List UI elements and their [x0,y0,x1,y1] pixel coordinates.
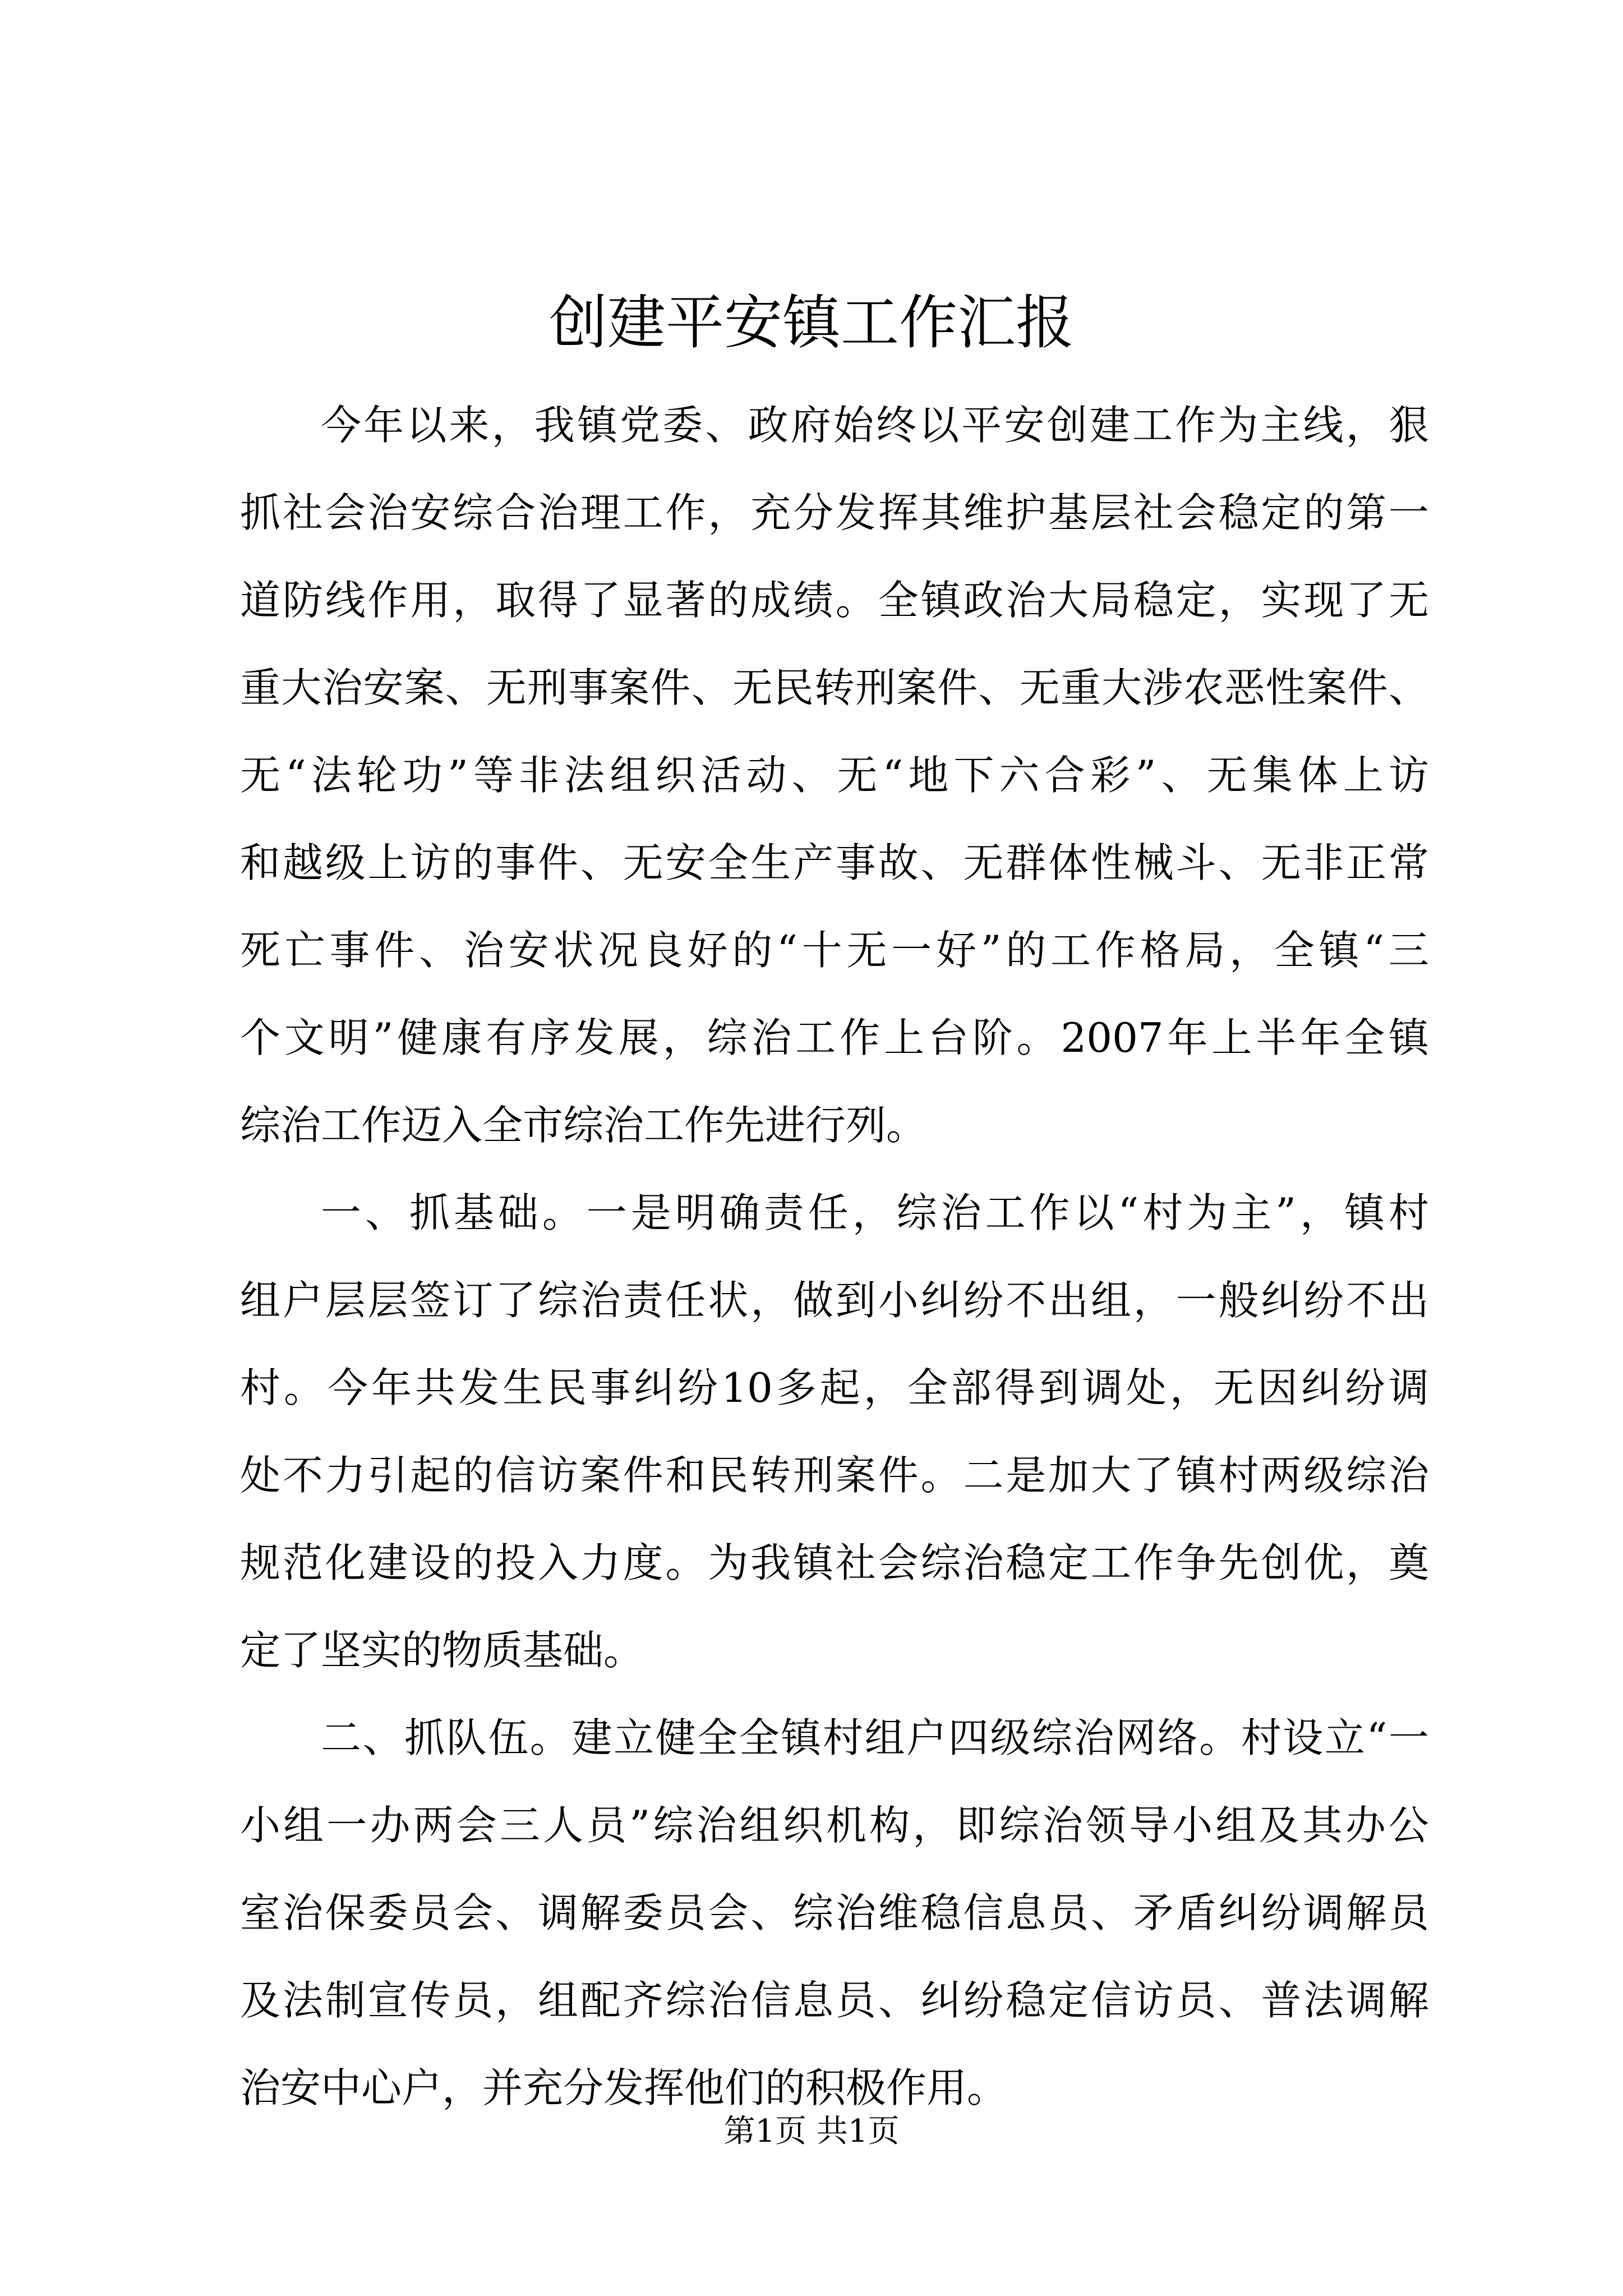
paragraph-line: 死亡事件、治安状况良好的“十无一好”的工作格局，全镇“三 [240,927,1429,974]
paragraph-line: 治安中心户，并充分发挥他们的积极作用。 [240,2064,1008,2111]
paragraph-line: 抓社会治安综合治理工作，充分发挥其维护基层社会稳定的第一 [240,489,1429,536]
paragraph-line: 组户层层签订了综治责任状，做到小纠纷不出组，一般纠纷不出 [240,1277,1429,1324]
paragraph-line: 一、抓基础。一是明确责任，综治工作以“村为主”，镇村 [321,1189,1429,1236]
paragraph-line: 室治保委员会、调解委员会、综治维稳信息员、矛盾纠纷调解员 [240,1889,1429,1936]
paragraph-line: 今年以来，我镇党委、政府始终以平安创建工作为主线，狠 [321,402,1429,449]
document-body [240,381,1429,2132]
paragraph-line: 个文明”健康有序发展，综治工作上台阶。2007年上半年全镇 [240,1014,1429,1061]
paragraph-line: 无“法轮功”等非法组织活动、无“地下六合彩”、无集体上访 [240,752,1429,799]
paragraph-line: 处不力引起的信访案件和民转刑案件。二是加大了镇村两级综治 [240,1452,1429,1499]
paragraph-line: 重大治安案、无刑事案件、无民转刑案件、无重大涉农恶性案件、 [240,664,1429,711]
paragraph-line: 二、抓队伍。建立健全全镇村组户四级综治网络。村设立“一 [321,1714,1429,1761]
paragraph-foundation [240,1169,1429,1694]
paragraph-intro [240,381,1429,1169]
paragraph-line: 和越级上访的事件、无安全生产事故、无群体性械斗、无非正常 [240,839,1429,886]
paragraph-line: 规范化建设的投入力度。为我镇社会综治稳定工作争先创优，奠 [240,1539,1429,1586]
paragraph-line: 村。今年共发生民事纠纷10多起，全部得到调处，无因纠纷调 [240,1364,1429,1411]
paragraph-line: 及法制宣传员，组配齐综治信息员、纠纷稳定信访员、普法调解 [240,1977,1429,2024]
page-footer: 第1页 共1页 [723,2113,900,2150]
paragraph-line: 定了坚实的物质基础。 [240,1627,644,1674]
paragraph-line: 道防线作用，取得了显著的成绩。全镇政治大局稳定，实现了无 [240,577,1429,624]
paragraph-line: 小组一办两会三人员”综治组织机构，即综治领导小组及其办公 [240,1802,1429,1849]
paragraph-team [240,1694,1429,2132]
document-title: 创建平安镇工作汇报 [548,288,1074,357]
paragraph-line: 综治工作迈入全市综治工作先进行列。 [240,1102,927,1149]
